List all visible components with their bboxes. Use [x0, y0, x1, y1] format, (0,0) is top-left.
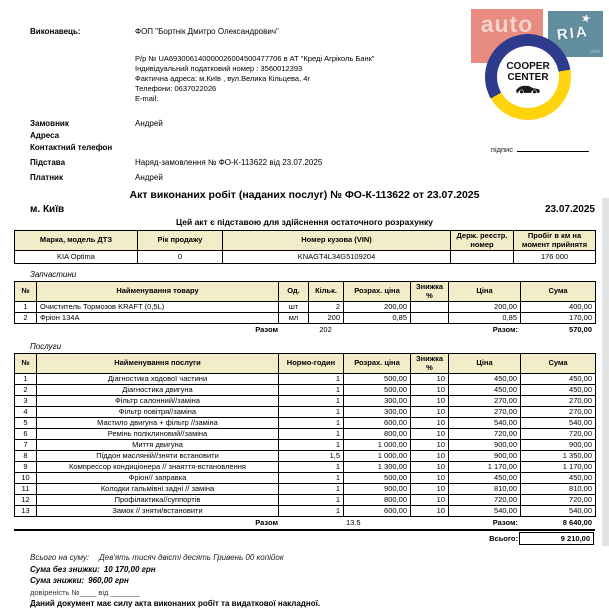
- service-hours: 1: [279, 506, 344, 517]
- part-sum: 170,00: [521, 313, 596, 324]
- services-section-label: Послуги: [30, 342, 62, 351]
- parts-col-name: Найменування товару: [37, 282, 279, 302]
- service-sum: 540,00: [521, 506, 596, 517]
- grand-total-label: Всього:: [489, 534, 518, 543]
- service-num: 13: [15, 506, 37, 517]
- vehicle-reg: [451, 251, 514, 264]
- service-calc-price: 500,00: [344, 374, 411, 385]
- services-total-sum: 8 640,00: [562, 518, 592, 527]
- vehicle-table: [14, 230, 596, 264]
- sum-without-discount-line: [30, 564, 609, 576]
- parts-col-price: Ціна: [449, 282, 521, 302]
- service-num: 7: [15, 440, 37, 451]
- total-in-words-label: Всього на суму:: [30, 553, 90, 562]
- total-in-words-value: Дев'ять тисяч двісті десять Гривень 00 копійок: [99, 553, 284, 562]
- discount-sum-label: Сума знижки:: [30, 576, 85, 585]
- grand-total-value: 9 210,00: [519, 532, 594, 545]
- service-name: Діагностика ходової частини: [37, 374, 279, 385]
- services-col-hours: Нормо-годин: [279, 354, 344, 374]
- executor-tax-number: Індивідуальний податковий номер : 3560012393: [135, 64, 303, 73]
- service-hours: 1: [279, 495, 344, 506]
- service-price: 720,00: [449, 495, 521, 506]
- vehicle-data-row: [15, 251, 596, 264]
- services-col-num: №: [15, 354, 37, 374]
- service-calc-price: 300,00: [344, 396, 411, 407]
- service-sum: 900,00: [521, 440, 596, 451]
- address-label: Адреса: [30, 131, 60, 140]
- services-table-row: [15, 462, 596, 473]
- service-discount: 10: [411, 396, 449, 407]
- vehicle-year: 0: [138, 251, 223, 264]
- parts-col-unit: Од.: [279, 282, 309, 302]
- service-hours: 1: [279, 473, 344, 484]
- service-sum: 810,00: [521, 484, 596, 495]
- executor-address: Фактична адреса: м.Київ , вул.Велика Кільцева, 4г: [135, 74, 311, 83]
- client-row: [30, 130, 589, 142]
- client-row: [30, 172, 589, 184]
- client-row: [30, 157, 589, 169]
- services-table-row: [15, 484, 596, 495]
- service-num: 8: [15, 451, 37, 462]
- service-price: 450,00: [449, 385, 521, 396]
- service-calc-price: 800,00: [344, 495, 411, 506]
- service-hours: 1: [279, 418, 344, 429]
- service-num: 2: [15, 385, 37, 396]
- service-price: 1 170,00: [449, 462, 521, 473]
- service-hours: 1: [279, 385, 344, 396]
- vehicle-col-reg: Держ. реєстр. номер: [451, 231, 514, 251]
- executor-bank-account: Р/р № UA693006140000026004500477706 в АТ "Креді Агріколь Банк": [135, 54, 375, 63]
- service-calc-price: 300,00: [344, 407, 411, 418]
- part-num: 2: [15, 313, 37, 324]
- star-icon: ★: [579, 12, 593, 26]
- part-unit: мл: [279, 313, 309, 324]
- service-discount: 10: [411, 451, 449, 462]
- vehicle-mileage: 176 000: [514, 251, 596, 264]
- signature-line: [517, 144, 589, 152]
- executor-label: Виконавець:: [30, 27, 81, 36]
- discount-sum-value: 960,00 грн: [88, 576, 129, 585]
- service-name: Діагностика двигуна: [37, 385, 279, 396]
- service-hours: 1: [279, 462, 344, 473]
- service-discount: 10: [411, 429, 449, 440]
- service-discount: 10: [411, 484, 449, 495]
- service-name: Фільтр повітря//заміна: [37, 407, 279, 418]
- auto-logo-text: auto: [480, 11, 534, 37]
- part-calc-price: 0,85: [344, 313, 411, 324]
- service-hours: 1: [279, 407, 344, 418]
- services-col-name: Найменування послуги: [37, 354, 279, 374]
- basis-value: Наряд-замовлення № ФО-К-113622 від 23.07.2025: [135, 158, 323, 167]
- service-discount: 10: [411, 418, 449, 429]
- parts-table-row: [15, 302, 596, 313]
- services-table-row: [15, 506, 596, 517]
- services-total-hours: 13.5: [346, 518, 361, 527]
- document-subtitle: Цей акт є підставою для здійснення остаточного розрахунку: [175, 217, 434, 227]
- vehicle-col-year: Рік продажу: [138, 231, 223, 251]
- services-totals-row: [14, 517, 595, 529]
- part-name: Фріон 134А: [37, 313, 279, 324]
- services-table-row: [15, 374, 596, 385]
- service-sum: 1 170,00: [521, 462, 596, 473]
- sum-without-discount-value: 10 170,00 грн: [103, 564, 156, 574]
- service-num: 11: [15, 484, 37, 495]
- service-calc-price: 1 000,00: [344, 440, 411, 451]
- service-sum: 450,00: [521, 385, 596, 396]
- service-price: 450,00: [449, 374, 521, 385]
- service-discount: 10: [411, 440, 449, 451]
- service-hours: 1: [279, 429, 344, 440]
- part-price: 200,00: [449, 302, 521, 313]
- service-name: Піддон масляній//зняти встановити: [37, 451, 279, 462]
- service-name: Фріон// заправка: [37, 473, 279, 484]
- cooper-center-inner: [497, 46, 559, 108]
- service-num: 1: [15, 374, 37, 385]
- service-name: Миття двигуна: [37, 440, 279, 451]
- executor-section: [0, 0, 609, 112]
- service-name: Мастило двигуна + фільтр //заміна: [37, 418, 279, 429]
- part-qty: 2: [309, 302, 344, 313]
- service-calc-price: 1 000,00: [344, 451, 411, 462]
- grand-total-row: [14, 532, 595, 547]
- service-sum: 720,00: [521, 429, 596, 440]
- service-discount: 10: [411, 495, 449, 506]
- attorney-line: довіреність №____ від _______: [30, 587, 140, 597]
- city-date-row: [30, 204, 595, 215]
- document-title: Акт виконаних робіт (наданих послуг) № ФО-К-113622 от 23.07.2025: [129, 189, 480, 201]
- service-sum: 450,00: [521, 374, 596, 385]
- service-price: 540,00: [449, 506, 521, 517]
- part-name: Очиститель Тормозов KRAFT (0,5L): [37, 302, 279, 313]
- part-price: 0,85: [449, 313, 521, 324]
- legal-note: Даний документ має силу акта виконаних робіт та видаткової накладної.: [30, 599, 321, 608]
- services-table-row: [15, 418, 596, 429]
- services-col-sum: Сума: [521, 354, 596, 374]
- service-discount: 10: [411, 462, 449, 473]
- part-qty: 200: [309, 313, 344, 324]
- signature-area: [491, 144, 589, 154]
- parts-total-label2: Разом:: [492, 325, 518, 334]
- service-discount: 10: [411, 506, 449, 517]
- executor-phones: Телефони: 0637022026: [135, 84, 217, 93]
- part-sum: 400,00: [521, 302, 596, 313]
- client-label: Замовник: [30, 119, 69, 128]
- service-sum: 1 350,00: [521, 451, 596, 462]
- car-icon: [515, 83, 541, 94]
- services-table: [14, 353, 596, 517]
- parts-total-qty: 202: [319, 325, 332, 334]
- parts-header-row: [15, 282, 596, 302]
- service-price: 720,00: [449, 429, 521, 440]
- service-name: Фільтр салонний//заміна: [37, 396, 279, 407]
- service-hours: 1: [279, 484, 344, 495]
- part-unit: шт: [279, 302, 309, 313]
- service-num: 12: [15, 495, 37, 506]
- vehicle-col-vin: Номер кузова (VIN): [223, 231, 451, 251]
- executor-email: E-mail:: [135, 94, 159, 103]
- document-footer: [30, 552, 609, 610]
- parts-table: [14, 281, 596, 324]
- service-calc-price: 600,00: [344, 506, 411, 517]
- service-num: 3: [15, 396, 37, 407]
- service-price: 540,00: [449, 418, 521, 429]
- service-name: Профілактика//суппортів: [37, 495, 279, 506]
- service-calc-price: 1 300,00: [344, 462, 411, 473]
- services-table-row: [15, 429, 596, 440]
- services-table-row: [15, 407, 596, 418]
- service-calc-price: 500,00: [344, 473, 411, 484]
- service-calc-price: 500,00: [344, 385, 411, 396]
- parts-col-num: №: [15, 282, 37, 302]
- service-sum: 450,00: [521, 473, 596, 484]
- service-num: 4: [15, 407, 37, 418]
- parts-total-sum: 570,00: [569, 325, 592, 334]
- service-sum: 270,00: [521, 407, 596, 418]
- service-sum: 540,00: [521, 418, 596, 429]
- vehicle-make: KIA Optima: [15, 251, 138, 264]
- part-discount: [411, 313, 449, 324]
- services-table-row: [15, 451, 596, 462]
- vehicle-header-row: [15, 231, 596, 251]
- ria-domain-text: .com: [589, 49, 600, 55]
- center-text: CENTER: [507, 71, 549, 83]
- sum-without-discount-label: Сума без знижки:: [30, 564, 100, 574]
- document-date: 23.07.2025: [544, 204, 595, 215]
- part-num: 1: [15, 302, 37, 313]
- parts-table-row: [15, 313, 596, 324]
- parts-col-sum: Сума: [521, 282, 596, 302]
- client-value: Андрей: [135, 119, 163, 128]
- services-col-price: Ціна: [449, 354, 521, 374]
- service-num: 10: [15, 473, 37, 484]
- services-table-row: [15, 495, 596, 506]
- part-calc-price: 200,00: [344, 302, 411, 313]
- basis-label: Підстава: [30, 158, 66, 167]
- service-price: 810,00: [449, 484, 521, 495]
- service-num: 6: [15, 429, 37, 440]
- service-discount: 10: [411, 374, 449, 385]
- service-sum: 270,00: [521, 396, 596, 407]
- parts-col-discount: Знижка %: [411, 282, 449, 302]
- client-row: [30, 118, 589, 130]
- city: м. Київ: [30, 204, 65, 215]
- services-total-label2: Разом:: [492, 518, 518, 527]
- services-table-row: [15, 440, 596, 451]
- service-hours: 1,5: [279, 451, 344, 462]
- service-hours: 1: [279, 396, 344, 407]
- service-discount: 10: [411, 385, 449, 396]
- service-price: 270,00: [449, 407, 521, 418]
- service-price: 900,00: [449, 440, 521, 451]
- service-name: Замок // зняти/встановити: [37, 506, 279, 517]
- service-price: 450,00: [449, 473, 521, 484]
- vehicle-col-make: Марка, модель ДТЗ: [15, 231, 138, 251]
- vehicle-vin: KNAGT4L34G5109204: [223, 251, 451, 264]
- signature-label: підпис: [490, 145, 513, 154]
- service-name: Компрессор кондиціонера // знаяття-встановлення: [37, 462, 279, 473]
- services-col-discount: Знижка %: [411, 354, 449, 374]
- services-table-row: [15, 396, 596, 407]
- executor-details: [135, 54, 375, 104]
- executor-name: ФОП "Бортнік Дмитро Олександрович": [135, 27, 279, 36]
- client-section: [30, 118, 589, 184]
- service-hours: 1: [279, 440, 344, 451]
- parts-col-qty: Кільк.: [309, 282, 344, 302]
- parts-totals-row: [14, 324, 595, 336]
- service-discount: 10: [411, 473, 449, 484]
- parts-col-calc-price: Розрах. ціна: [344, 282, 411, 302]
- service-num: 9: [15, 462, 37, 473]
- parts-total-label: Разом: [255, 325, 278, 334]
- totals-divider: [14, 529, 595, 531]
- payer-label: Платник: [30, 173, 63, 182]
- services-table-row: [15, 385, 596, 396]
- service-discount: 10: [411, 407, 449, 418]
- total-in-words-line: [30, 552, 609, 564]
- payer-value: Андрей: [135, 173, 163, 182]
- contact-phone-label: Контактний телефон: [30, 143, 113, 152]
- services-header-row: [15, 354, 596, 374]
- service-num: 5: [15, 418, 37, 429]
- page-edge-shadow: [602, 198, 609, 546]
- cooper-text: COOPER: [506, 60, 550, 72]
- service-hours: 1: [279, 374, 344, 385]
- services-total-label: Разом: [255, 518, 278, 527]
- service-price: 270,00: [449, 396, 521, 407]
- service-calc-price: 600,00: [344, 418, 411, 429]
- vehicle-col-mileage: Пробіг в км на момент прийнятя: [514, 231, 596, 251]
- part-discount: [411, 302, 449, 313]
- discount-sum-line: [30, 575, 609, 587]
- company-logo: [465, 6, 605, 120]
- service-calc-price: 800,00: [344, 429, 411, 440]
- service-name: Колодки гальмівні задні // заміна: [37, 484, 279, 495]
- services-col-calc-price: Розрах. ціна: [344, 354, 411, 374]
- service-price: 900,00: [449, 451, 521, 462]
- service-calc-price: 900,00: [344, 484, 411, 495]
- service-name: Ремінь поліклиновий//заміна: [37, 429, 279, 440]
- cooper-center-badge: [485, 34, 571, 120]
- parts-section-label: Запчастини: [30, 270, 77, 279]
- services-table-row: [15, 473, 596, 484]
- ria-logo-text: RIA: [556, 23, 590, 44]
- service-sum: 720,00: [521, 495, 596, 506]
